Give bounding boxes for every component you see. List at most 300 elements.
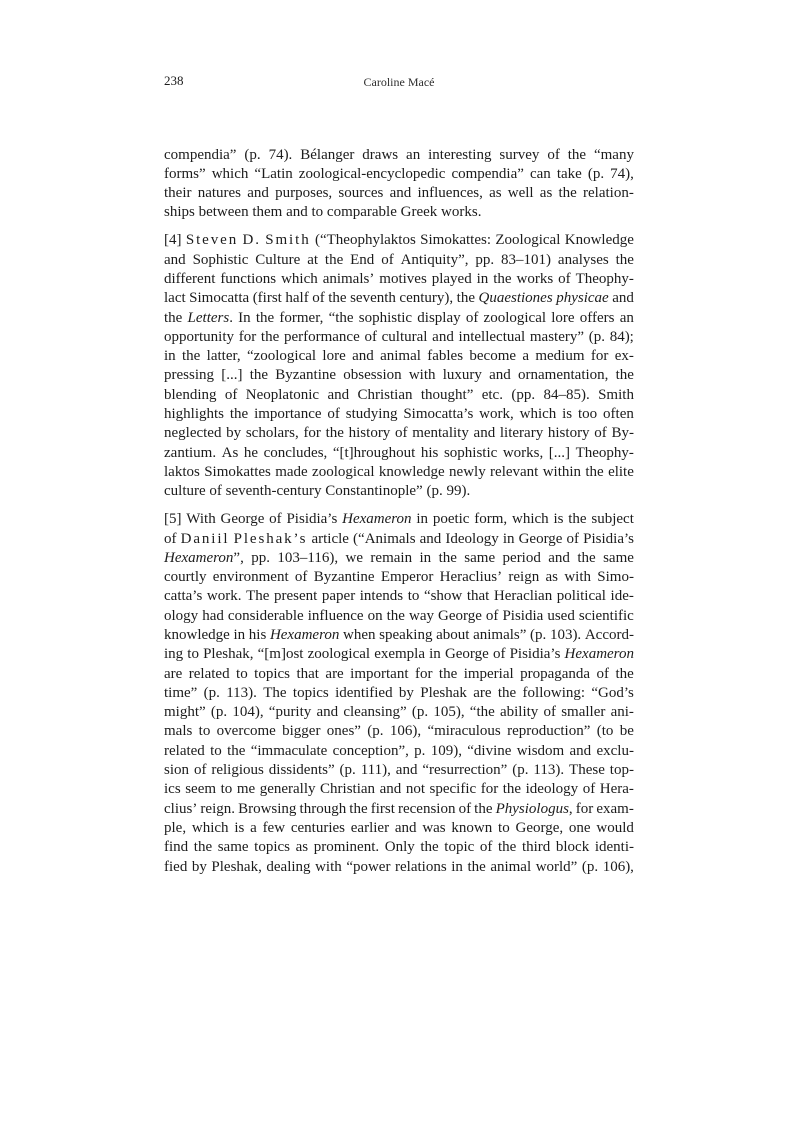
text-run: same — [464, 549, 496, 566]
text-run: article — [311, 530, 349, 547]
word — [576, 800, 594, 819]
word — [164, 780, 181, 799]
text-run: concludes, — [263, 444, 328, 461]
word — [193, 251, 249, 270]
text-run: for — [414, 665, 433, 682]
word — [567, 530, 580, 549]
word — [322, 347, 345, 366]
text-run: and — [352, 348, 374, 365]
word — [192, 819, 229, 838]
word — [316, 703, 338, 722]
italic-text: Hexameron — [564, 646, 634, 663]
word — [186, 231, 238, 250]
word — [286, 510, 337, 529]
text-run: the — [260, 328, 280, 345]
word — [335, 684, 392, 703]
word — [371, 800, 395, 819]
text-run: the — [255, 309, 275, 326]
word — [415, 665, 433, 684]
text-run: (p. — [530, 627, 547, 643]
word — [211, 858, 261, 877]
word — [512, 510, 549, 529]
text-run: ics — [164, 781, 181, 798]
text-run: the — [577, 549, 596, 566]
text-run: the — [456, 290, 475, 307]
word — [164, 146, 236, 165]
word — [325, 251, 343, 270]
text-line — [164, 742, 634, 761]
word — [479, 405, 514, 424]
word — [420, 530, 442, 549]
word — [368, 607, 383, 626]
text-run: and — [316, 704, 339, 721]
word — [508, 184, 534, 203]
text-run: and — [612, 290, 634, 307]
word — [199, 722, 211, 741]
word — [546, 568, 559, 587]
word — [211, 703, 227, 722]
text-run: take — [556, 165, 582, 182]
text-run: through — [299, 800, 347, 817]
word — [547, 607, 575, 626]
text-run: Simocatta — [189, 290, 250, 307]
word — [164, 645, 183, 664]
text-run: 106), — [389, 723, 422, 740]
word — [420, 684, 467, 703]
letterspaced-name: Steven — [185, 232, 239, 249]
text-run: subject — [591, 511, 634, 528]
word — [611, 703, 634, 722]
word — [314, 838, 379, 857]
word — [438, 607, 482, 626]
word — [459, 328, 526, 347]
text-run: used — [547, 607, 575, 624]
word — [258, 645, 304, 664]
text-run: in — [164, 348, 176, 365]
word — [269, 510, 282, 529]
word — [422, 819, 445, 838]
text-run: the — [585, 463, 604, 480]
word — [249, 626, 267, 645]
text-run: zoological — [483, 309, 547, 326]
word — [533, 761, 564, 780]
text-run: relevant — [490, 463, 539, 480]
text-run: (p. — [581, 858, 599, 875]
text-run: End — [350, 251, 375, 268]
word — [234, 819, 244, 838]
text-run: the — [438, 549, 457, 566]
word — [164, 444, 216, 463]
text-run: clius’ — [164, 800, 198, 817]
word — [502, 607, 543, 626]
text-run: Knowledge — [564, 232, 634, 249]
text-run: on — [367, 607, 383, 624]
text-run: display — [417, 309, 461, 326]
text-run: compendia” — [451, 165, 524, 182]
text-run: lore — [551, 309, 575, 326]
text-line — [164, 270, 634, 289]
word — [536, 858, 578, 877]
letterspaced-name: Daniil — [180, 530, 230, 547]
word — [228, 607, 304, 626]
text-run: 83–101) — [501, 251, 552, 268]
word — [264, 444, 328, 463]
text-run: which — [211, 165, 249, 182]
word — [520, 665, 590, 684]
text-line — [164, 184, 634, 203]
word — [568, 146, 586, 165]
word — [204, 684, 220, 703]
text-run: and — [473, 425, 496, 442]
text-run: environment — [212, 569, 289, 586]
text-run: work. — [206, 588, 242, 605]
word — [490, 463, 538, 482]
word — [192, 858, 207, 877]
text-run: a — [250, 819, 257, 836]
text-line — [164, 761, 634, 780]
text-run: seventh-century — [225, 483, 322, 500]
text-line — [164, 838, 634, 857]
text-run: played — [431, 270, 472, 287]
word — [221, 780, 233, 799]
word — [254, 165, 292, 184]
word — [603, 405, 634, 424]
text-run: ing — [164, 646, 184, 663]
word — [439, 549, 457, 568]
text-run: luxury — [442, 367, 482, 384]
word — [263, 684, 286, 703]
text-run: courtly — [164, 569, 207, 586]
word — [401, 203, 438, 222]
word — [412, 424, 469, 443]
word — [473, 684, 491, 703]
text-run: lact — [164, 290, 186, 307]
text-run: p. — [414, 742, 426, 759]
word — [164, 607, 198, 626]
text-run: medium — [535, 348, 585, 365]
text-run: propaganda — [520, 665, 591, 682]
text-run: was — [422, 819, 446, 836]
word — [610, 165, 634, 184]
text-run: Only — [384, 839, 415, 856]
word — [556, 289, 608, 308]
word — [189, 665, 230, 684]
word — [277, 549, 338, 568]
text-run: to — [311, 204, 324, 221]
text-run: to — [210, 742, 222, 759]
word — [406, 780, 425, 799]
text-run: the — [249, 367, 269, 384]
text-run: “zoological — [246, 348, 317, 365]
word — [296, 665, 319, 684]
text-run: of — [479, 839, 493, 856]
word — [164, 838, 188, 857]
text-line — [164, 463, 634, 482]
text-run: earlier — [350, 819, 390, 836]
word — [403, 405, 473, 424]
word — [361, 761, 391, 780]
word — [312, 203, 324, 222]
text-run: compendia” — [164, 146, 237, 163]
word — [379, 270, 427, 289]
word — [340, 761, 356, 780]
text-run: of — [164, 530, 177, 547]
word — [343, 626, 376, 645]
word — [549, 444, 570, 463]
text-run: the — [349, 800, 368, 817]
word — [470, 703, 495, 722]
word — [164, 463, 200, 482]
text-run: identified — [335, 684, 393, 701]
word — [200, 800, 235, 819]
text-line — [164, 587, 634, 606]
word — [597, 665, 610, 684]
word — [239, 328, 257, 347]
text-run: for — [303, 425, 321, 442]
text-run: of — [547, 146, 560, 163]
word — [164, 251, 186, 270]
text-run: is — [553, 511, 564, 528]
word — [550, 626, 581, 645]
text-run: 103). — [549, 627, 582, 643]
text-run: dissidents” — [268, 762, 335, 779]
text-line — [164, 684, 634, 703]
text-run: animal — [490, 858, 532, 875]
word — [343, 703, 406, 722]
text-run: world” — [535, 858, 578, 875]
text-run: pp. — [251, 549, 270, 566]
word — [164, 703, 206, 722]
text-run: centuries — [290, 819, 345, 836]
text-run: of — [582, 781, 596, 798]
text-run: ide- — [610, 588, 634, 605]
text-run: neglected — [164, 425, 222, 442]
word — [589, 328, 605, 347]
word — [303, 424, 321, 443]
word — [457, 289, 475, 308]
word — [510, 645, 561, 664]
letterspaced-name: D. — [242, 232, 261, 249]
text-run: “power — [346, 858, 391, 875]
text-run: that — [296, 665, 319, 682]
italic-text: Hexameron — [342, 511, 412, 528]
word — [295, 568, 308, 587]
text-run: for — [575, 800, 594, 817]
word — [522, 838, 550, 857]
word — [338, 184, 383, 203]
word — [370, 549, 412, 568]
text-run: Sophistic — [192, 251, 249, 268]
text-run: to — [407, 588, 420, 605]
italic-text: Physiologus — [495, 800, 569, 817]
word — [432, 328, 454, 347]
text-line — [164, 703, 634, 722]
word — [187, 645, 199, 664]
text-run: considerable — [227, 607, 304, 624]
word — [270, 626, 339, 645]
italic-text: Letters — [187, 309, 230, 326]
word — [493, 645, 506, 664]
text-run: the — [558, 185, 577, 202]
text-run: we — [345, 549, 364, 566]
word — [221, 366, 242, 385]
text-run: works — [516, 270, 554, 287]
text-run: remain — [370, 549, 413, 566]
word — [516, 819, 564, 838]
word — [329, 309, 354, 328]
word — [433, 703, 464, 722]
word — [236, 665, 248, 684]
word — [398, 800, 455, 819]
text-run: and — [419, 530, 442, 547]
word — [408, 587, 420, 606]
word — [595, 838, 634, 857]
word — [484, 309, 546, 328]
text-run: find — [164, 839, 189, 856]
text-run: be — [619, 723, 634, 740]
word — [612, 289, 634, 308]
word — [424, 587, 462, 606]
word — [530, 328, 584, 347]
text-run: which — [281, 270, 318, 287]
word — [409, 366, 436, 385]
word — [474, 510, 507, 529]
word — [164, 184, 192, 203]
text-run: at — [307, 251, 319, 268]
text-run: different — [164, 270, 216, 287]
word — [327, 386, 349, 405]
text-run: third — [521, 839, 551, 856]
text-run: zoological — [312, 463, 375, 480]
word — [325, 482, 423, 501]
text-run: exempla — [374, 646, 426, 663]
word — [246, 386, 319, 405]
text-run: not — [405, 781, 425, 798]
text-run: ex- — [614, 348, 634, 365]
word — [583, 184, 634, 203]
text-run: reign. — [200, 800, 235, 817]
text-run: as — [545, 569, 559, 586]
text-run: are — [164, 665, 183, 682]
word — [327, 722, 361, 741]
text-line — [164, 405, 634, 424]
text-run: scientific — [578, 607, 634, 624]
text-run: history — [348, 425, 391, 442]
word — [247, 184, 269, 203]
text-run: in — [416, 511, 429, 528]
text-run: of — [543, 704, 556, 721]
text-run: “miraculous — [427, 723, 501, 740]
text-run: 113). — [226, 684, 257, 701]
text-run: 99). — [446, 483, 471, 500]
text-run: his — [248, 627, 267, 643]
word — [569, 819, 591, 838]
word — [350, 251, 374, 270]
text-run: Heraclius’ — [439, 569, 503, 586]
text-run: works. — [441, 204, 482, 221]
word — [238, 309, 251, 328]
word — [256, 309, 274, 328]
italic-text: Hexameron — [269, 627, 340, 643]
word — [198, 184, 241, 203]
word — [350, 289, 396, 308]
text-run: , — [568, 800, 573, 817]
text-run: sophistic — [443, 444, 498, 461]
word — [544, 703, 557, 722]
text-run: These — [569, 762, 605, 779]
word — [211, 761, 264, 780]
text-run: reproduction” — [507, 723, 591, 740]
text-run: 104), — [232, 704, 264, 721]
text-run: (p. — [426, 483, 443, 500]
text-run: relations — [395, 858, 447, 875]
text-run: 74), — [610, 165, 634, 182]
word — [351, 819, 389, 838]
text-run: The — [263, 684, 287, 701]
text-line — [164, 510, 634, 529]
text-run: Christian — [357, 386, 413, 403]
word — [164, 858, 187, 877]
text-run: natures — [197, 185, 242, 202]
word — [417, 309, 460, 328]
word — [421, 444, 439, 463]
text-run: etc. — [481, 386, 503, 403]
text-run: the — [227, 742, 246, 759]
page-number: 238 — [164, 73, 184, 88]
word — [328, 289, 346, 308]
text-run: Bélanger — [300, 146, 355, 163]
text-run: mentality — [412, 425, 469, 442]
text-run: “purity — [268, 704, 312, 721]
text-line — [164, 800, 634, 819]
text-run: the — [615, 251, 634, 268]
word — [585, 626, 634, 645]
word — [428, 146, 491, 165]
text-run: within — [542, 463, 582, 480]
text-run: to — [187, 646, 199, 663]
text-run: (p. — [588, 328, 605, 345]
text-run: 105), — [433, 704, 465, 721]
text-run: identi- — [594, 839, 634, 856]
text-run: of — [364, 328, 377, 345]
text-run: “[m]ost — [257, 646, 304, 663]
word — [185, 780, 216, 799]
text-run: dealing — [266, 858, 311, 875]
word — [164, 231, 182, 250]
text-run: pressing — [164, 367, 214, 384]
text-run: in — [476, 270, 489, 287]
word — [164, 165, 206, 184]
text-line — [164, 386, 634, 405]
text-run: (pp. — [511, 386, 536, 403]
text-run: Accord- — [584, 627, 634, 643]
word — [250, 819, 257, 838]
text-run: specific — [429, 781, 477, 798]
word — [164, 665, 182, 684]
word — [250, 366, 268, 385]
text-run: Christian — [320, 781, 376, 798]
text-line — [164, 444, 634, 463]
word — [164, 819, 186, 838]
text-run: 84); — [609, 328, 634, 345]
word — [207, 587, 242, 606]
text-run: sources — [338, 185, 384, 202]
word — [591, 510, 634, 529]
word — [381, 568, 433, 587]
word — [420, 838, 438, 857]
word — [569, 761, 605, 780]
text-run: the — [386, 607, 405, 624]
